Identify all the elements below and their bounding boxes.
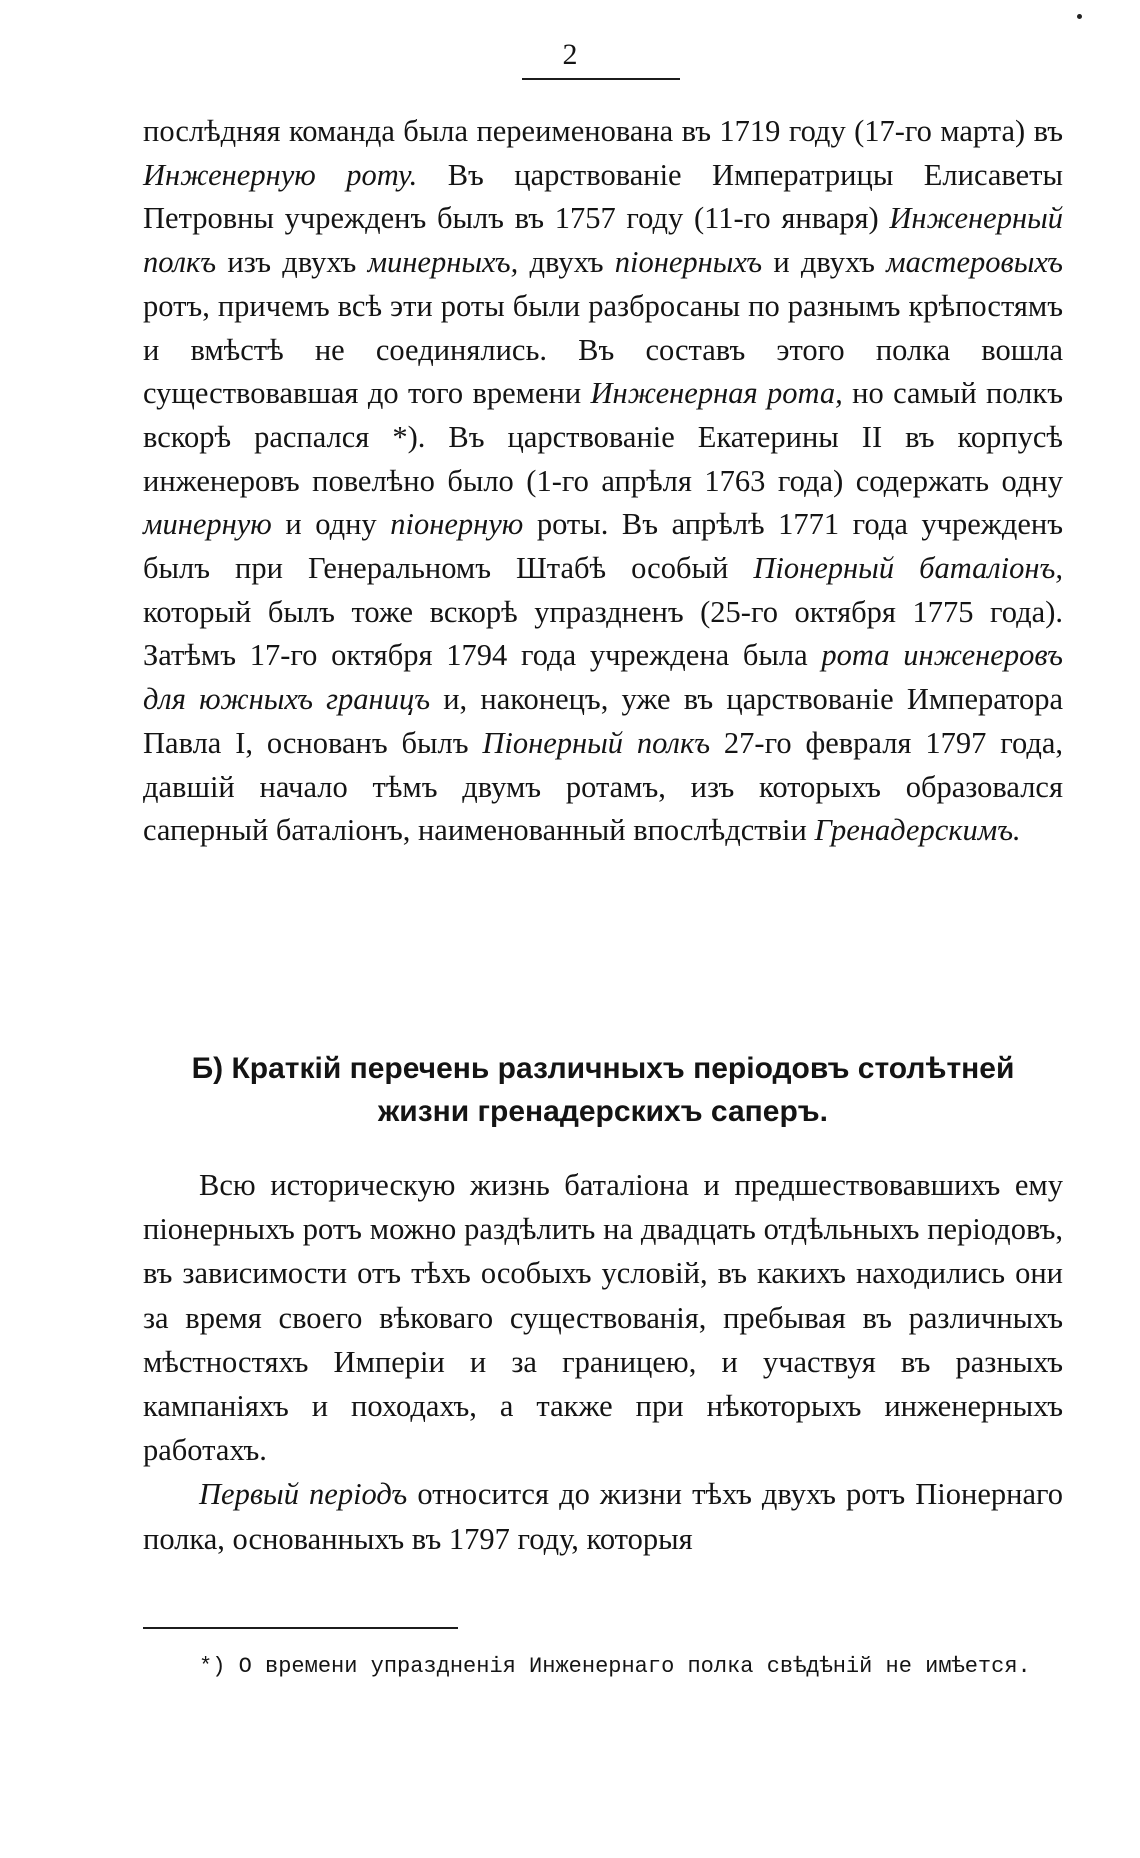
- italic-term: Гренадерскимъ.: [814, 813, 1021, 848]
- paragraph-periods: Всю историческую жизнь баталіона и предшествовавшихъ ему піонерныхъ ротъ можно раздѣлить на двадцать отдѣльныхъ періодовъ, въ зависимости отъ тѣхъ особыхъ условій, въ какихъ находились они за время своего вѣковаго существованія, пребывая въ различныхъ мѣстностяхъ Имперіи и за границею, и участвуя въ разныхъ кампаніяхъ и походахъ, а также при нѣкоторыхъ инженерныхъ работахъ.: [143, 1168, 1063, 1468]
- body-text-bottom: [143, 1163, 1063, 1561]
- italic-term: мастеровыхъ: [886, 245, 1063, 280]
- italic-term: минерную: [143, 507, 272, 542]
- footnote: *) О времени упраздненія Инженернаго полка свѣдѣній не имѣется.: [199, 1654, 1031, 1679]
- italic-term: Инженерную роту.: [143, 157, 418, 192]
- italic-term: рота инженеровъ для южныхъ границъ: [143, 638, 1063, 717]
- italic-term: Инженерный полкъ: [143, 201, 1063, 280]
- section-heading: [143, 1047, 1063, 1133]
- page-number: 2: [562, 38, 578, 71]
- italic-term: піонерныхъ: [614, 245, 763, 280]
- section-heading-line-1: Б) Краткій перечень различныхъ періодовъ столѣтней: [191, 1052, 1015, 1085]
- italic-term: Первый періодъ: [199, 1477, 408, 1512]
- body-text-top: [143, 110, 1063, 853]
- italic-term: Инженерная рота,: [590, 376, 843, 411]
- paragraph-history: послѣдняя команда была переименована въ 1719 году (17-го марта) въ Инженерную роту. Въ царствованіе Императрицы Елисаветы Петровны учрежденъ былъ въ 1757 году (11-го января) Инженерный полкъ изъ двухъ минерныхъ, двухъ піонерныхъ и двухъ мастеровыхъ ротъ, причемъ всѣ эти роты были разбросаны по разнымъ крѣпостямъ и вмѣстѣ не соединялись. Въ составъ этого полка вошла существовавшая до того времени Инженерная рота, но самый полкъ вскорѣ распался *). Въ царствованіе Екатерины II въ корпусѣ инженеровъ повелѣно было (1-го апрѣля 1763 года) содержать одну минерную и одну піонерную роты. Въ апрѣлѣ 1771 года учрежденъ былъ при Генеральномъ Штабѣ особый Піонерный баталіонъ, который былъ тоже вскорѣ упраздненъ (25-го октября 1775 года). Затѣмъ 17-го октября 1794 года учреждена была рота инженеровъ для южныхъ границъ и, наконецъ, уже въ царствованіе Императора Павла I, основанъ былъ Піонерный полкъ 27-го февраля 1797 года, давшій начало тѣмъ двумъ ротамъ, изъ которыхъ образовался саперный баталіонъ, наименованный впослѣдствіи Гренадерскимъ.: [143, 114, 1064, 848]
- italic-term: піонерную: [390, 507, 524, 542]
- italic-term: Піонерный полкъ: [482, 725, 711, 760]
- italic-term: минерныхъ,: [367, 245, 519, 280]
- section-heading-line-2: жизни гренадерскихъ саперъ.: [378, 1095, 828, 1128]
- paragraph-first-period: Первый періодъ относится до жизни тѣхъ двухъ ротъ Піонернаго полка, основанныхъ въ 1797 году, которыя: [143, 1477, 1063, 1556]
- page-number-rule: [522, 78, 680, 80]
- italic-term: Піонерный баталіонъ,: [753, 551, 1063, 586]
- ink-speck: [1077, 14, 1082, 19]
- footnote-rule: [143, 1627, 458, 1629]
